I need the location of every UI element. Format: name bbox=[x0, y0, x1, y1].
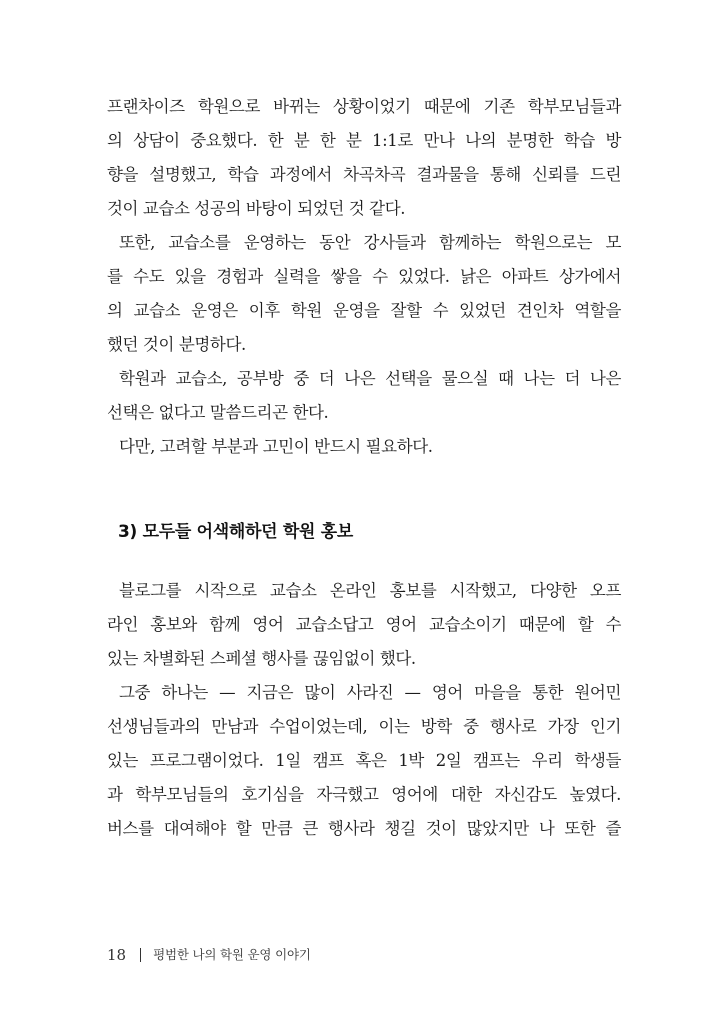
text-line: 그중 하나는 — 지금은 많이 사라진 — 영어 마을을 통한 원어민 bbox=[119, 683, 621, 702]
text-line: 학원과 교습소, 공부방 중 더 나은 선택을 물으실 때 나는 더 나은 bbox=[119, 369, 621, 388]
text-line: 향을 설명했고, 학습 과정에서 차곡차곡 결과물을 통해 신뢰를 드린 bbox=[107, 165, 621, 184]
text-line: 를 수도 있을 경험과 실력을 쌓을 수 있었다. 낡은 아파트 상가에서 bbox=[107, 267, 621, 286]
page-footer bbox=[107, 943, 311, 967]
text-line: 버스를 대여해야 할 만큼 큰 행사라 챙길 것이 많았지만 나 또한 즐 bbox=[107, 819, 621, 838]
page-number: 18 bbox=[107, 946, 127, 964]
text-line: 라인 홍보와 함께 영어 교습소답고 영어 교습소이기 때문에 할 수 bbox=[107, 615, 621, 634]
body-text-top bbox=[107, 90, 621, 464]
text-line: 또한, 교습소를 운영하는 동안 강사들과 함께하는 학원으로는 모 bbox=[119, 233, 621, 252]
text-line: 있는 프로그램이었다. 1일 캠프 혹은 1박 2일 캠프는 우리 학생들 bbox=[107, 751, 621, 770]
text-line: 의 상담이 중요했다. 한 분 한 분 1:1로 만나 나의 분명한 학습 방 bbox=[107, 131, 621, 150]
section-heading: 3) 모두들 어색해하던 학원 홍보 bbox=[118, 522, 353, 542]
text-line: 다만, 고려할 부분과 고민이 반드시 필요하다. bbox=[119, 437, 433, 456]
text-line: 있는 차별화된 스페셜 행사를 끊임없이 했다. bbox=[107, 649, 416, 668]
text-line: 했던 것이 분명하다. bbox=[107, 335, 246, 354]
text-line: 선택은 없다고 말씀드리곤 한다. bbox=[107, 403, 329, 422]
book-title: 평범한 나의 학원 운영 이야기 bbox=[153, 947, 311, 962]
text-line: 의 교습소 운영은 이후 학원 운영을 잘할 수 있었던 견인차 역할을 bbox=[107, 301, 621, 320]
text-line: 프랜차이즈 학원으로 바뀌는 상황이었기 때문에 기존 학부모님들과 bbox=[107, 97, 621, 116]
text-line: 과 학부모님들의 호기심을 자극했고 영어에 대한 자신감도 높였다. bbox=[107, 785, 621, 804]
text-line: 블로그를 시작으로 교습소 온라인 홍보를 시작했고, 다양한 오프 bbox=[119, 581, 621, 600]
text-line: 것이 교습소 성공의 바탕이 되었던 것 같다. bbox=[107, 199, 406, 218]
body-text-bottom bbox=[107, 574, 621, 846]
text-line: 선생님들과의 만남과 수업이었는데, 이는 방학 중 행사로 가장 인기 bbox=[107, 717, 621, 736]
footer-divider bbox=[140, 948, 141, 962]
